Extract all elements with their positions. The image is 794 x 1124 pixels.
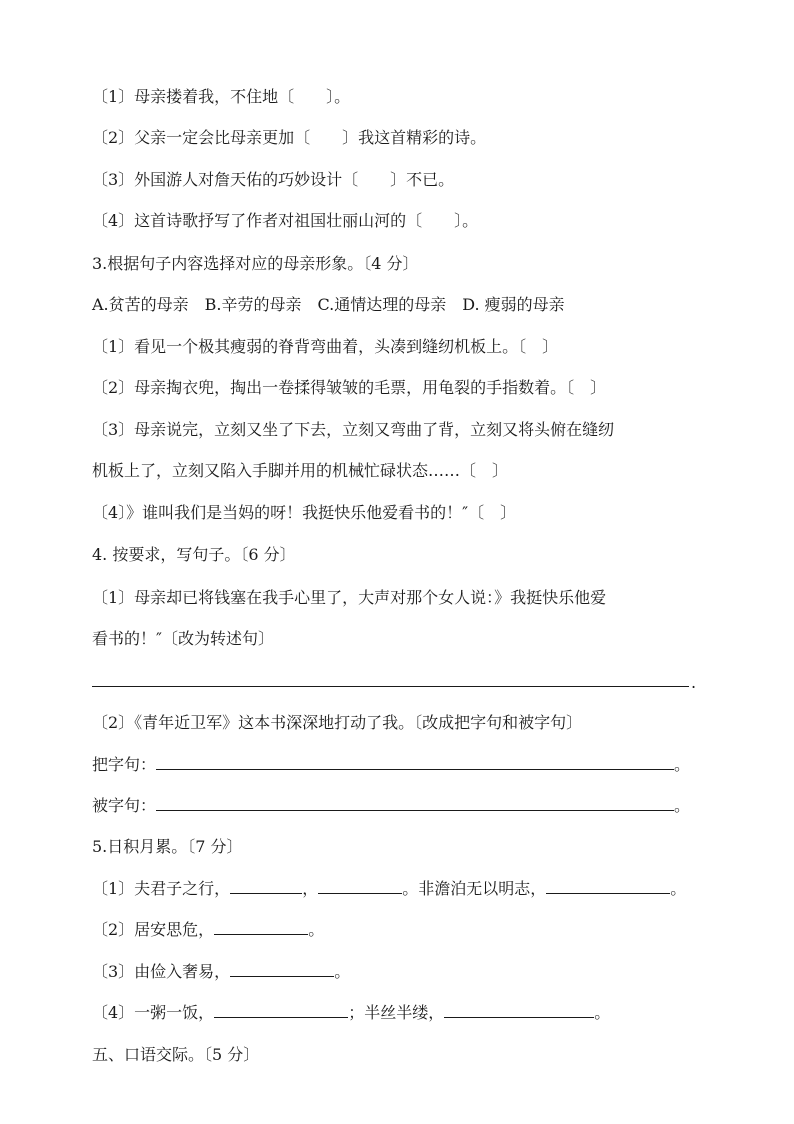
q4-item-2: 〔2〕《青年近卫军》这本书深深地打动了我。〔改成把字句和被字句〕 <box>92 713 583 732</box>
q5-item-4-blank-2[interactable] <box>444 1002 594 1018</box>
q4-answer-period: . <box>691 673 697 692</box>
q5-item-1 <box>92 878 686 900</box>
bei-period: 。 <box>674 796 691 815</box>
q5-item-1-comma: ， <box>302 879 319 898</box>
q2-item-3: 〔3〕外国游人对詹天佑的巧妙设计〔 〕不已。 <box>92 170 455 189</box>
q5-item-3 <box>92 961 350 983</box>
q4-answer-line[interactable] <box>92 686 689 687</box>
ba-period: 。 <box>674 755 691 774</box>
q3-title: 3.根据句子内容选择对应的母亲形象。〔4 分〕 <box>92 254 419 273</box>
q3-item-4: 〔4〕》谁叫我们是当妈的呀！我挺快乐他爱看书的！″〔 〕 <box>92 503 517 522</box>
q5-item-4-period: 。 <box>594 1003 611 1022</box>
q2-item-1: 〔1〕母亲搂着我，不住地〔 〕。 <box>92 87 351 106</box>
q5-item-4 <box>92 1002 610 1024</box>
q5-item-1-blank-3[interactable] <box>546 878 670 894</box>
q4-title: 4. 按要求，写句子。〔6 分〕 <box>92 545 296 564</box>
q3-item-3-line2: 机板上了，立刻又陷入手脚并用的机械忙碌状态……〔 〕 <box>92 461 509 480</box>
q2-item-2: 〔2〕父亲一定会比母亲更加〔 〕我这首精彩的诗。 <box>92 128 487 147</box>
q4-item-1-line2: 看书的！″〔改为转述句〕 <box>92 629 274 648</box>
q3-item-2: 〔2〕母亲掏衣兜，掏出一卷揉得皱皱的毛票，用龟裂的手指数着。〔 〕 <box>92 378 607 397</box>
q5-item-4-blank-1[interactable] <box>214 1002 348 1018</box>
bei-sentence-row <box>92 795 690 817</box>
q5-item-2 <box>92 919 324 941</box>
bei-sentence-blank[interactable] <box>156 795 674 811</box>
ba-label: 把字句： <box>92 755 157 774</box>
q5-item-1-mid: 。非澹泊无以明志， <box>402 879 547 898</box>
q5-item-1-blank-2[interactable] <box>318 878 402 894</box>
q5-item-3-period: 。 <box>334 962 351 981</box>
q5-item-4-prefix: 〔4〕一粥一饭， <box>92 1003 215 1022</box>
bei-label: 被字句： <box>92 796 157 815</box>
q5-item-2-prefix: 〔2〕居安思危， <box>92 920 215 939</box>
ba-sentence-blank[interactable] <box>156 754 674 770</box>
ba-sentence-row <box>92 754 690 776</box>
q3-options: A.贫苦的母亲 B.辛劳的母亲 C.通情达理的母亲 D. 瘦弱的母亲 <box>92 295 565 314</box>
q3-item-1: 〔1〕看见一个极其瘦弱的脊背弯曲着，头凑到缝纫机板上。〔 〕 <box>92 337 559 356</box>
q5-item-2-period: 。 <box>308 920 325 939</box>
q5-item-1-prefix: 〔1〕夫君子之行， <box>92 879 231 898</box>
q5-item-1-period: 。 <box>670 879 687 898</box>
q5-item-2-blank[interactable] <box>214 919 308 935</box>
q5-item-3-prefix: 〔3〕由俭入奢易， <box>92 962 231 981</box>
q3-item-3-line1: 〔3〕母亲说完，立刻又坐了下去，立刻又弯曲了背，立刻又将头俯在缝纫 <box>92 420 615 439</box>
q4-item-1-line1: 〔1〕母亲却已将钱塞在我手心里了，大声对那个女人说：》我挺快乐他爱 <box>92 588 607 607</box>
q5-item-3-blank[interactable] <box>230 961 334 977</box>
q5-item-1-blank-1[interactable] <box>230 878 302 894</box>
q5-title: 5.日积月累。〔7 分〕 <box>92 837 243 856</box>
q5-item-4-mid: ；半丝半缕， <box>348 1003 445 1022</box>
q2-item-4: 〔4〕这首诗歌抒写了作者对祖国壮丽山河的〔 〕。 <box>92 211 479 230</box>
section-5-heading: 五、口语交际。〔5 分〕 <box>92 1045 260 1064</box>
